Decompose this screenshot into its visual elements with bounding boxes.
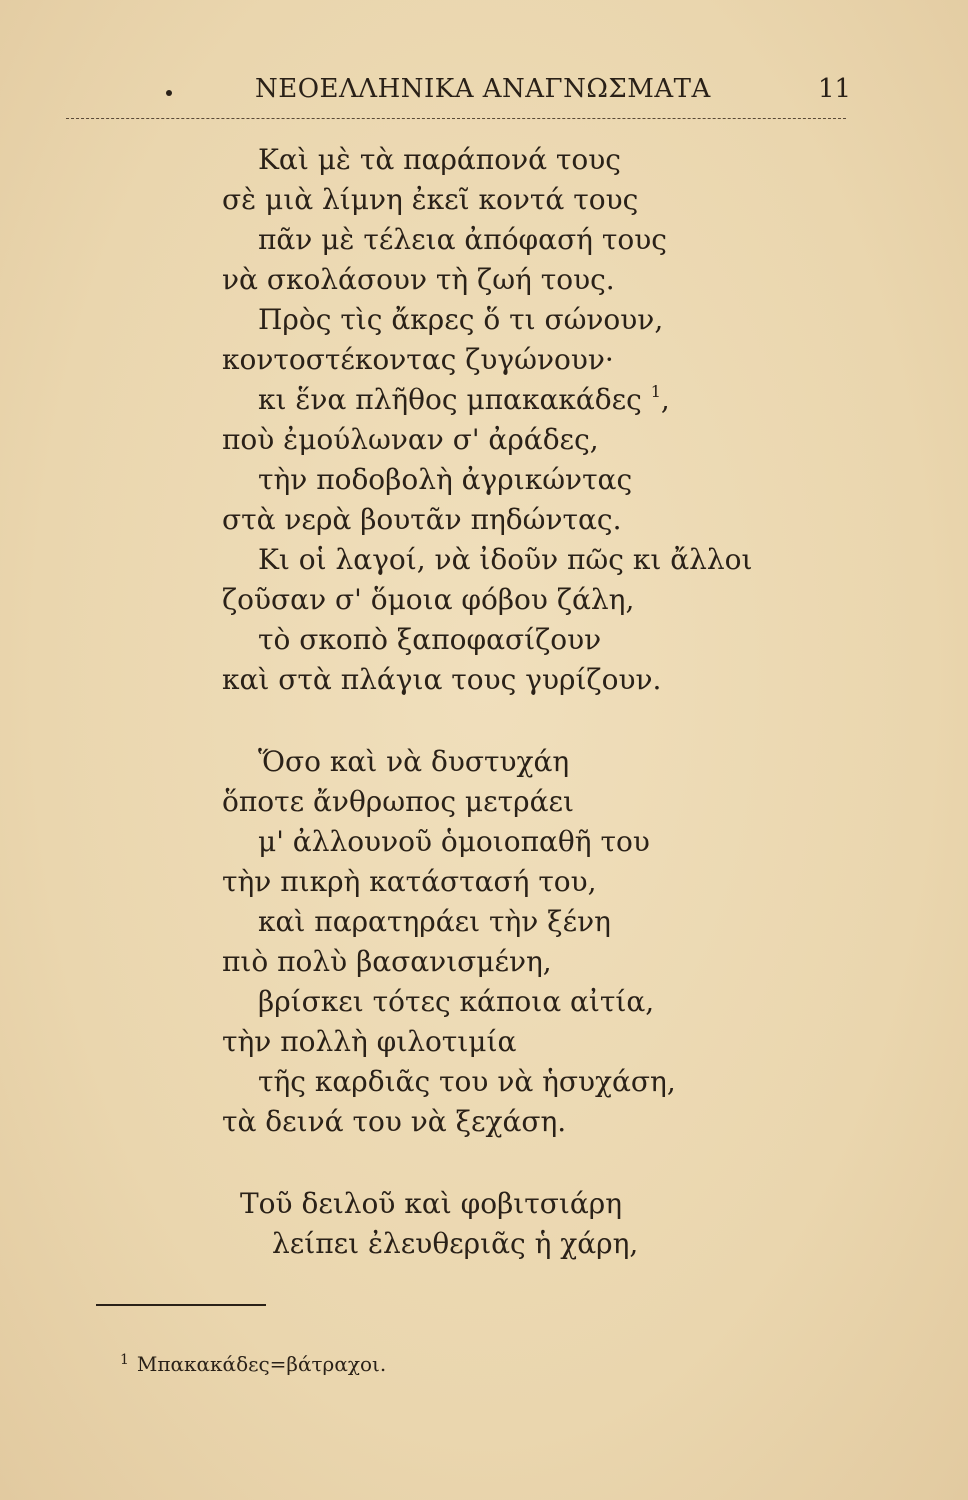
footnote-rule: [96, 1304, 266, 1306]
poem-line: τὴν ποδοβολὴ ἀγρικώντας: [258, 463, 633, 496]
poem-line: τῆς καρδιᾶς του νὰ ἡσυχάση,: [258, 1065, 676, 1098]
header-bullet: [166, 90, 172, 96]
poem-line: Πρὸς τὶς ἄκρες ὅ τι σώνουν,: [258, 303, 664, 336]
footnote-text: Μπακακάδες=βάτραχοι.: [136, 1352, 387, 1376]
poem-line: καὶ στὰ πλάγια τους γυρίζουν.: [222, 663, 662, 696]
page-number: 11: [818, 74, 852, 104]
header-rule: [66, 118, 846, 119]
running-title: ΝΕΟΕΛΛΗΝΙΚΑ ΑΝΑΓΝΩΣΜΑΤΑ: [255, 74, 711, 104]
poem-line: Ὅσο καὶ νὰ δυστυχάη: [258, 745, 570, 778]
poem-line: τὴν πικρὴ κατάστασή του,: [222, 865, 597, 898]
poem-line: νὰ σκολάσουν τὴ ζωή τους.: [222, 263, 615, 296]
poem-line: πιὸ πολὺ βασανισμένη,: [222, 945, 552, 978]
poem-line: βρίσκει τότες κάποια αἰτία,: [258, 985, 655, 1018]
page-header: [0, 72, 968, 112]
footnote: [120, 1352, 386, 1376]
poem-line: πᾶν μὲ τέλεια ἀπόφασή τους: [258, 223, 667, 256]
poem-line: καὶ παρατηράει τὴν ξένη: [258, 905, 611, 938]
poem-line: Κι οἱ λαγοί, νὰ ἰδοῦν πῶς κι ἄλλοι: [258, 543, 753, 576]
poem-line: ποὺ ἐμούλωναν σ' ἀράδες,: [222, 423, 599, 456]
poem-line-with-footnote: κι ἕνα πλῆθος μπακακάδες $^1$,: [258, 382, 670, 416]
poem-line: Καὶ μὲ τὰ παράπονά τους: [258, 143, 621, 176]
poem-line: Τοῦ δειλοῦ καὶ φοβιτσιάρη: [240, 1187, 622, 1220]
poem-line: ζοῦσαν σ' ὅμοια φόβου ζάλη,: [222, 583, 635, 616]
poem-line: τὸ σκοπὸ ξαποφασίζουν: [258, 623, 602, 656]
poem-line: τὴν πολλὴ φιλοτιμία: [222, 1025, 517, 1058]
poem-line: ὅποτε ἄνθρωπος μετράει: [222, 785, 574, 818]
poem-line: σὲ μιὰ λίμνη ἐκεῖ κοντά τους: [222, 183, 639, 216]
footnote-number: 1: [120, 1352, 129, 1368]
poem-line: κοντοστέκοντας ζυγώνουν·: [222, 343, 614, 376]
poem-line-text: κι ἕνα πλῆθος μπακακάδες: [258, 383, 642, 416]
poem-line: τὰ δεινά του νὰ ξεχάση.: [222, 1105, 567, 1138]
poem-line: λείπει ἐλευθεριᾶς ἡ χάρη,: [272, 1227, 639, 1260]
poem-line: στὰ νερὰ βουτᾶν πηδώντας.: [222, 503, 622, 536]
footnote-reference: 1: [650, 382, 661, 401]
poem-line: μ' ἀλλουνοῦ ὁμοιοπαθῆ του: [258, 825, 650, 858]
